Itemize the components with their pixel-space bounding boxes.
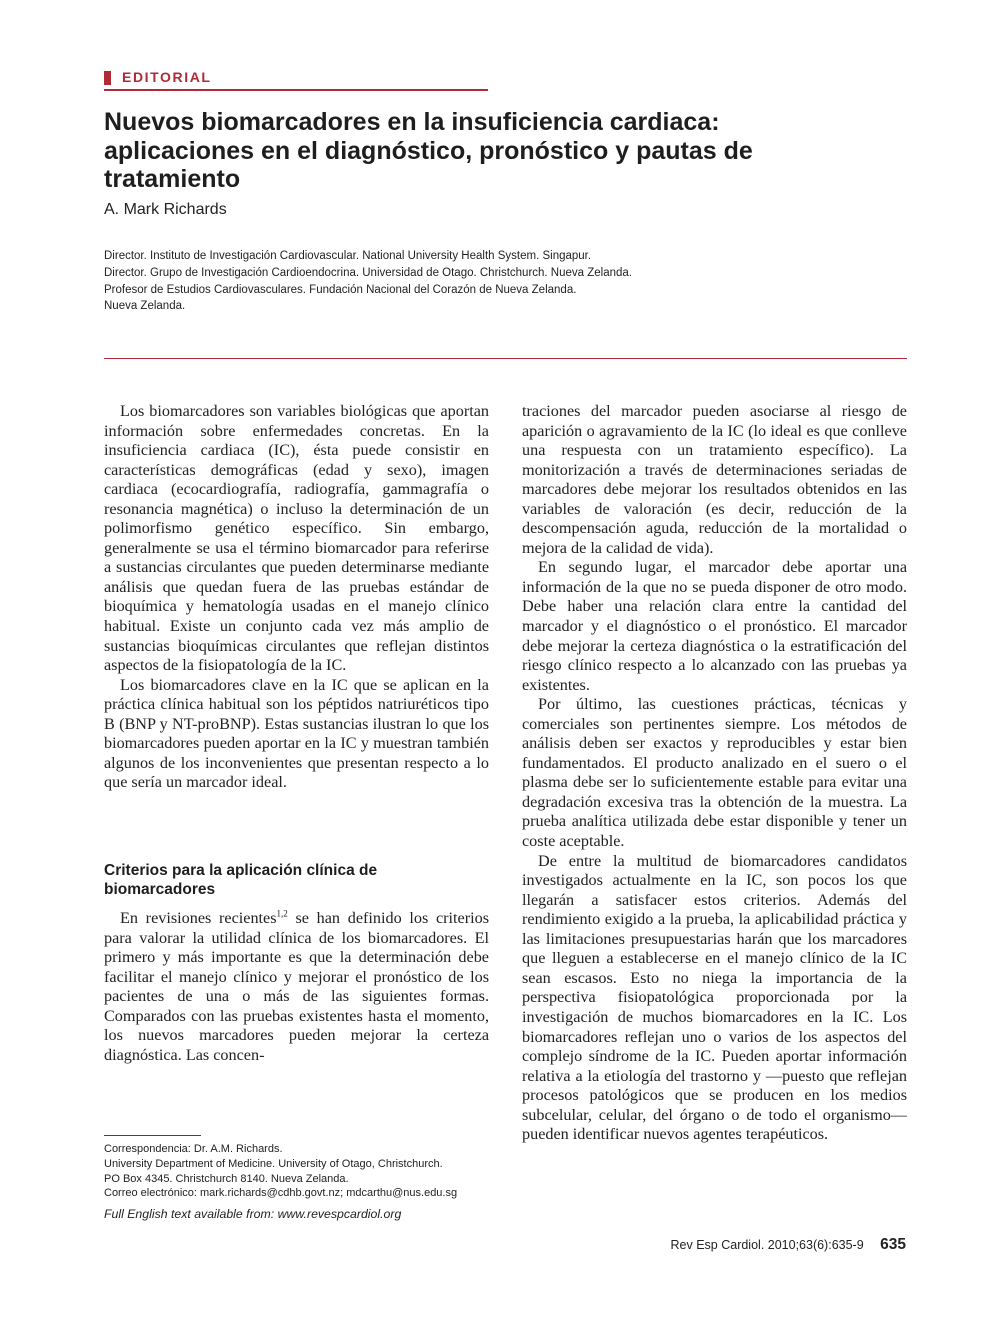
body-paragraph — [104, 909, 489, 1065]
english-text-note: Full English text available from: www.revespcardiol.org — [104, 1207, 402, 1221]
body-paragraph: En segundo lugar, el marcador debe aportar una información de la que no se pueda disponer de otro modo. Debe haber una relación clara entre la cantidad del marcador y el diagnóstico o el pronóstico. El marcador debe mejorar la certeza diagnóstica o la estratificación del riesgo clínico respecto a lo alcanzado con las pruebas ya existentes. — [522, 558, 907, 694]
footnote-line: University Department of Medicine. University of Otago, Christchurch. — [104, 1157, 443, 1170]
page-number: 635 — [880, 1236, 906, 1253]
affiliation-line: Director. Grupo de Investigación Cardioendocrina. Universidad de Otago. Christchurch. Nueva Zelanda. — [104, 266, 633, 279]
body-paragraph: Los biomarcadores clave en la IC que se aplican en la práctica clínica habitual son los péptidos natriuréticos tipo B (BNP y NT-proBNP). Estas sustancias ilustran lo que los biomarcadores pueden aportar en la IC y muestran también algunos de los inconvenientes que presentan respecto a lo que sería un marcador ideal. — [104, 675, 489, 792]
body-paragraph: De entre la multitud de biomarcadores candidatos investigados actualmente en la IC, son pocos los que llegarán a satisfacer estos criterios. Además del rendimiento exigido a la prueba, la aplicabilidad práctica y las limitaciones presupuestarias harán que los marcadores que lleguen a establecerse en el manejo clínico de la IC sean escasos. Esto no niega la importancia de la perspectiva fisiopatológica proporcionada por la investigación de muchos biomarcadores en la IC. Los biomarcadores reflejan uno o varios de los aspectos del complejo síndrome de la IC. Pueden aportar información relativa a la etiología del trastorno y —puesto que reflejan procesos patológicos que se producen en los medios subcelular, celular, del órgano o de todo el organismo— pueden identificar nuevos agentes terapéuticos. — [522, 851, 907, 1144]
left-column — [104, 402, 489, 793]
affiliation-line: Director. Instituto de Investigación Cardiovascular. National University Health System. Singapur. — [104, 250, 592, 262]
footnote-line: PO Box 4345. Christchurch 8140. Nueva Zelanda. — [104, 1172, 349, 1185]
affiliation-line: Profesor de Estudios Cardiovasculares. Fundación Nacional del Corazón de Nueva Zelanda. — [104, 283, 577, 296]
paragraph-text: En revisiones recientes — [120, 909, 277, 927]
left-column-continued — [104, 909, 489, 1065]
body-paragraph: Por último, las cuestiones prácticas, técnicas y comerciales son pertinentes siempre. Los métodos de análisis deben ser exactos y reproducibles y estar bien fundamentados. El producto analizado en el suero o el plasma debe ser lo suficientemente estable para evitar una degradación excesiva tras la obtención de la muestra. La prueba analítica utilizada debe estar disponible y tener un coste aceptable. — [522, 695, 907, 851]
section-rule — [104, 89, 488, 91]
affiliation-line: Nueva Zelanda. — [104, 300, 186, 313]
section-marker — [104, 71, 111, 85]
citation-superscript: 1,2 — [276, 908, 288, 919]
journal-citation: Rev Esp Cardiol. 2010;63(6):635-9 — [670, 1238, 864, 1252]
paragraph-text: se han definido los criterios para valorar la utilidad clínica de los biomarcadores. El primero y más importante es que la determinación debe facilitar el manejo clínico y mejorar el pronóstico de los pacientes de una o más de las siguientes formas. Comparados con las pruebas existentes hasta el momento, los nuevos marcadores pueden mejorar la certeza diagnóstica. Las concen- — [104, 909, 489, 1064]
footnote-divider — [104, 1135, 201, 1136]
page-footer — [671, 1236, 907, 1254]
body-paragraph: traciones del marcador pueden asociarse al riesgo de aparición o agravamiento de la IC (lo ideal es que conlleve una respuesta con un tratamiento específico). La monitorización a través de determinaciones seriadas de marcadores debe mejorar los resultados obtenidos en las variables de valoración (es decir, reducción de la descompensación aguda, reducción de la mortalidad o mejora de la calidad de vida). — [522, 402, 907, 557]
section-label-text: EDITORIAL — [122, 69, 212, 85]
article-title: Nuevos biomarcadores en la insuficiencia cardiaca: aplicaciones en el diagnóstico, pronóstico y pautas de tratamiento — [104, 108, 753, 193]
body-paragraph: Los biomarcadores son variables biológicas que aportan información sobre enfermedades concretas. En la insuficiencia cardiaca (IC), ésta puede consistir en características demográficas (edad y sexo), imagen cardiaca (ecocardiografía, radiografía, gammagrafía o resonancia magnética) o incluso la determinación de un polimorfismo genético específico. Sin embargo, generalmente se usa el término biomarcador para referirse a sustancias circulantes que pueden determinarse mediante análisis que quedan fuera de las pruebas estándar de bioquímica y hematología usadas en el manejo clínico habitual. Existe un conjunto cada vez más amplio de sustancias bioquímicas circulantes que reflejan distintos aspectos de la fisiopatología de la IC. — [104, 402, 489, 675]
section-label — [104, 68, 488, 90]
header-divider — [104, 358, 907, 359]
correspondence-footnote — [104, 1142, 457, 1201]
footnote-line: Correo electrónico: mark.richards@cdhb.govt.nz; mdcarthu@nus.edu.sg — [104, 1187, 458, 1200]
author-name: A. Mark Richards — [104, 201, 227, 218]
affiliations — [104, 248, 632, 315]
right-column — [522, 402, 907, 1145]
footnote-line: Correspondencia: Dr. A.M. Richards. — [104, 1143, 283, 1155]
section-heading: Criterios para la aplicación clínica de biomarcadores — [104, 862, 378, 898]
